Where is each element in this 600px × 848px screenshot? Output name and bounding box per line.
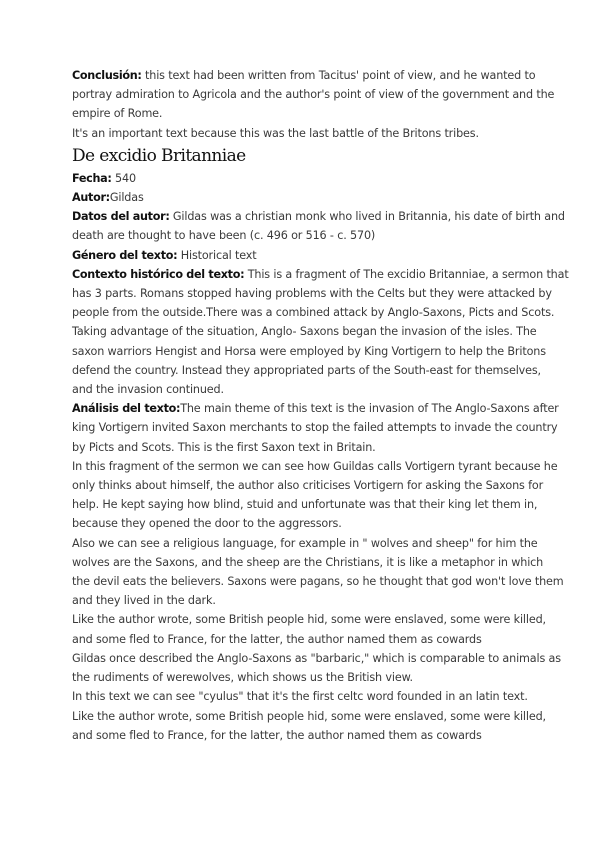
contexto-label: Contexto histórico del texto: xyxy=(72,267,245,281)
analisis-line-9: wolves are the Saxons, and the sheep are the Christians, it is like a metaphor in which xyxy=(72,555,544,569)
contexto-line-5: saxon warriors Hengist and Horsa were employed by King Vortigern to help the Britons xyxy=(72,344,546,358)
datos-line-2: death are thought to have been (c. 496 or 516 - c. 570) xyxy=(72,229,376,243)
genero-label: Género del texto: xyxy=(72,248,178,262)
contexto-line-6: defend the country. Instead they appropriated parts of the South-east for themselves, xyxy=(72,363,541,377)
conclusion-text: this text had been written from Tacitus' point of view, and he wanted to xyxy=(141,69,536,82)
analisis-line-14: Gildas once described the Anglo-Saxons as "barbaric," which is comparable to animals as xyxy=(72,651,561,665)
datos-line-1 xyxy=(72,207,565,226)
conclusion-extra: It's an important text because this was the last battle of the Britons tribes. xyxy=(72,126,479,140)
analisis-line-17: Like the author wrote, some British people hid, some were enslaved, some were killed, xyxy=(72,709,546,723)
genero-value: Historical text xyxy=(177,248,257,262)
analisis-text: The main theme of this text is the invasion of The Anglo-Saxons after xyxy=(180,402,559,416)
analisis-line-11: and they lived in the dark. xyxy=(72,594,216,608)
analisis-line-5: only thinks about himself, the author also criticises Vortigern for asking the Saxons for xyxy=(72,479,544,493)
analisis-line-8: Also we can see a religious language, for example in " wolves and sheep" for him the xyxy=(72,536,538,550)
contexto-line-4: Taking advantage of the situation, Anglo- Saxons began the invasion of the isles. The xyxy=(72,325,537,339)
datos-text: Gildas was a christian monk who lived in Britannia, his date of birth and xyxy=(169,210,565,224)
analisis-line-1 xyxy=(72,399,559,418)
fecha-label: Fecha: xyxy=(72,171,112,185)
conclusion-line-3: empire of Rome. xyxy=(72,107,163,121)
analisis-line-13: and some fled to France, for the latter, the author named them as cowards xyxy=(72,632,482,646)
analisis-line-4: In this fragment of the sermon we can see how Guildas calls Vortigern tyrant because he xyxy=(72,459,558,473)
contexto-line-1 xyxy=(72,265,569,284)
analisis-line-15: the rudiments of werewolves, which shows us the British view. xyxy=(72,671,413,685)
contexto-line-2: has 3 parts. Romans stopped having problems with the Celts but they were attacked by xyxy=(72,287,552,301)
section-title: De excidio Britanniae xyxy=(72,145,246,166)
fecha-value: 540 xyxy=(111,171,136,185)
analisis-line-7: because they opened the door to the aggressors. xyxy=(72,517,342,531)
contexto-line-3: people from the outside.There was a combined attack by Anglo-Saxons, Picts and Scots. xyxy=(72,306,555,320)
analisis-line-18: and some fled to France, for the latter, the author named them as cowards xyxy=(72,728,482,742)
analisis-line-12: Like the author wrote, some British people hid, some were enslaved, some were killed, xyxy=(72,613,546,627)
analisis-line-10: the devil eats the believers. Saxons were pagans, so he thought that god won't love them xyxy=(72,575,564,589)
datos-label: Datos del autor: xyxy=(72,210,170,224)
analisis-line-6: help. He kept saying how blind, stuid and unfortunate was that their king let them in, xyxy=(72,498,538,512)
fecha-line xyxy=(72,169,540,188)
contexto-text: This is a fragment of The excidio Britanniae, a sermon that xyxy=(244,267,569,281)
analisis-line-16: In this text we can see "cyulus" that it's the first celtc word founded in an latin text. xyxy=(72,690,528,704)
analisis-label: Análisis del texto: xyxy=(72,402,181,416)
autor-label: Autor: xyxy=(72,191,110,205)
analisis-line-2: king Vortigern invited Saxon merchants to stop the failed attempts to invade the country xyxy=(72,421,558,435)
autor-value: Gildas xyxy=(109,191,144,205)
analisis-line-3: by Picts and Scots. This is the first Saxon text in Britain. xyxy=(72,440,376,454)
conclusion-line-1 xyxy=(72,66,540,85)
genero-line xyxy=(72,246,540,265)
contexto-line-7: and the invasion continued. xyxy=(72,383,224,397)
conclusion-line-2: portray admiration to Agricola and the author's point of view of the government and the xyxy=(72,88,555,102)
autor-line xyxy=(72,188,540,207)
conclusion-label: Conclusión: xyxy=(72,69,142,82)
